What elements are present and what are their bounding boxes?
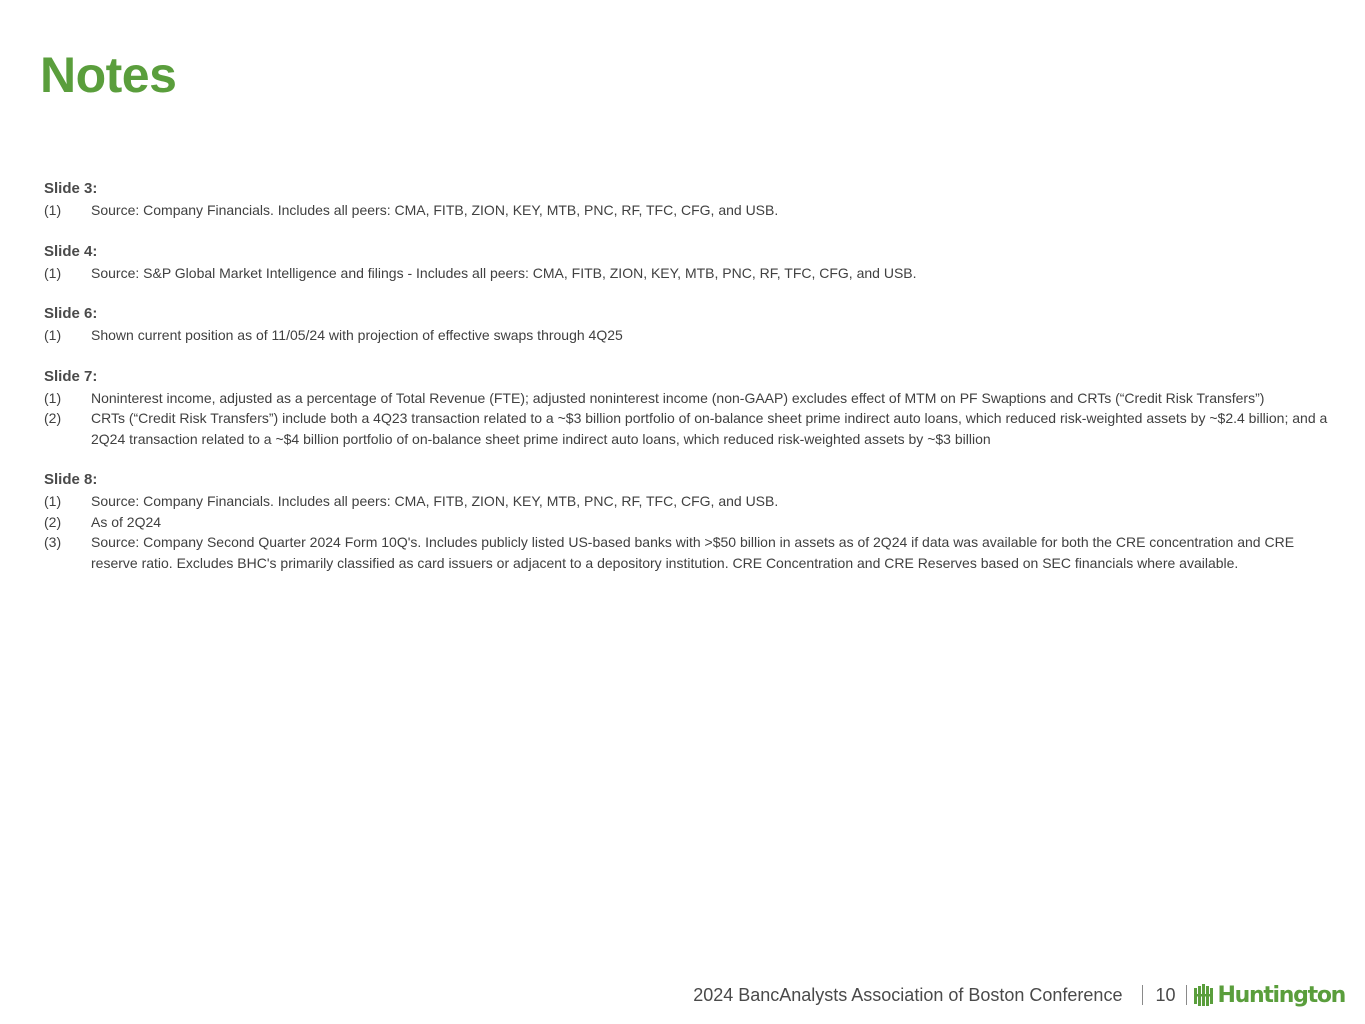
section-heading: Slide 4: [44, 242, 98, 260]
notes-section [44, 303, 1329, 346]
page-number: 10 [1155, 984, 1176, 1005]
note-item [44, 388, 1329, 409]
footer [693, 978, 1345, 1012]
note-item [44, 512, 1329, 533]
note-text: Source: S&P Global Market Intelligence and filings - Includes all peers: CMA, FITB, ZION, KEY, MTB, PNC, RF, TFC, CFG, and USB. [91, 264, 917, 281]
huntington-logo [1193, 983, 1346, 1008]
note-text: Noninterest income, adjusted as a percentage of Total Revenue (FTE); adjusted noninterest income (non-GAAP) excludes effect of MTM on PF Swaptions and CRTs (“Credit Risk Transfers”) [91, 389, 1265, 406]
notes-section [44, 366, 1329, 450]
section-heading: Slide 3: [44, 180, 98, 197]
note-number: (1) [44, 493, 62, 509]
note-number: (1) [44, 389, 62, 406]
note-number: (1) [44, 264, 62, 281]
note-text: Shown current position as of 11/05/24 with projection of effective swaps through 4Q25 [91, 327, 623, 343]
note-item [44, 532, 1329, 573]
logo-wordmark: Huntington [1217, 982, 1345, 1008]
notes-list [44, 178, 1329, 593]
note-item [44, 325, 1329, 346]
note-text: As of 2Q24 [91, 513, 162, 530]
section-heading: Slide 6: [44, 305, 98, 322]
notes-section [44, 241, 1329, 284]
note-item [44, 200, 1329, 221]
note-number: (3) [44, 534, 62, 550]
note-item [44, 491, 1329, 512]
note-number: (2) [44, 513, 62, 530]
note-text: Source: Company Second Quarter 2024 Form 10Q's. Includes publicly listed US-based banks with >$50 billion in assets as of 2Q24 if data was available for both the CRE concentration and CRE reserve ratio. Excludes BHC's primarily classified as card issuers or adjacent to a depository institution. CRE Concentration and CRE Reserves based on SEC financials where available. [91, 534, 1295, 571]
huntington-logo-icon [1193, 983, 1215, 1007]
note-text: Source: Company Financials. Includes all peers: CMA, FITB, ZION, KEY, MTB, PNC, RF, TFC, CFG, and USB. [91, 493, 779, 509]
note-text: CRTs (“Credit Risk Transfers”) include both a 4Q23 transaction related to a ~$3 billion portfolio of on-balance sheet prime indirect auto loans, which reduced risk-weighted assets by ~$2.4 billion; and a 2Q24 transaction related to a ~$4 billion portfolio of on-balance sheet prime indirect auto loans, which reduced risk-weighted assets by ~$3 billion [91, 410, 1328, 447]
note-number: (1) [44, 202, 62, 218]
section-heading: Slide 7: [44, 367, 98, 385]
conference-name: 2024 BancAnalysts Association of Boston Conference [693, 984, 1123, 1005]
section-heading: Slide 8: [44, 471, 98, 488]
note-item [44, 408, 1329, 449]
note-number: (1) [44, 327, 62, 343]
page-title: Notes [40, 47, 177, 103]
notes-section [44, 178, 1329, 221]
note-text: Source: Company Financials. Includes all peers: CMA, FITB, ZION, KEY, MTB, PNC, RF, TFC, CFG, and USB. [91, 202, 779, 218]
footer-divider [1186, 985, 1187, 1005]
note-number: (2) [44, 410, 62, 426]
notes-section [44, 469, 1329, 573]
footer-divider [1142, 985, 1143, 1005]
note-item [44, 263, 1329, 284]
